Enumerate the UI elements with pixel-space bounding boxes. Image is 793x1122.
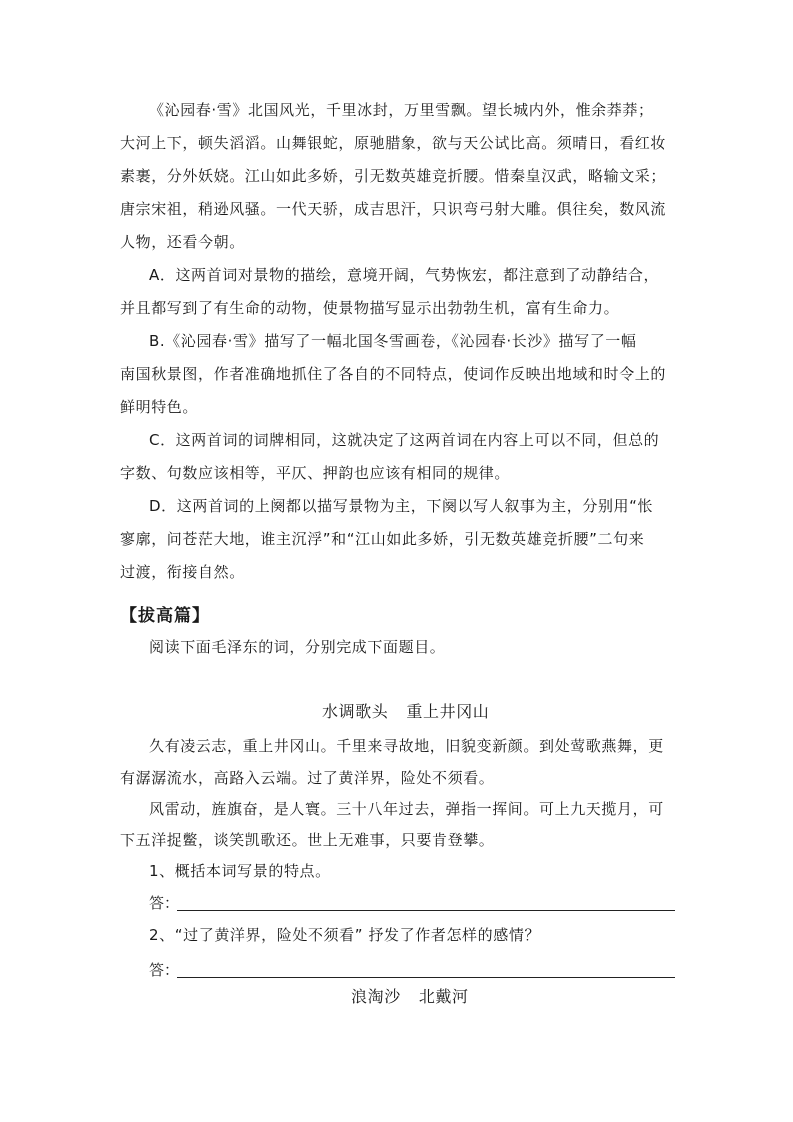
poem2-line-3: 风雷动，旌旗奋，是人寰。三十八年过去，弹指一挥间。可上九天揽月，可	[149, 800, 664, 818]
answer-row-1	[149, 893, 675, 913]
answer-line-2[interactable]	[177, 977, 675, 978]
option-d-line-1: D．这两首词的上阕都以描写景物为主，下阕以写人叙事为主，分别用“怅	[149, 497, 654, 515]
question-2: 2、“过了黄洋界，险处不须看” 抒发了作者怎样的感情？	[149, 926, 541, 944]
option-a-line-2: 并且都写到了有生命的动物，使景物描写显示出勃勃生机，富有生命力。	[120, 299, 620, 317]
option-b-line-1: B.《沁园春·雪》描写了一幅北国冬雪画卷，《沁园春·长沙》描写了一幅	[149, 332, 637, 350]
poem2-title-tune: 水调歌头	[322, 702, 389, 721]
answer-line-1[interactable]	[177, 910, 675, 911]
poem3-title-tune: 浪淘沙	[351, 987, 401, 1006]
question-1: 1、概括本词写景的特点。	[149, 862, 331, 880]
answer-row-2	[149, 960, 675, 980]
poem2-line-2: 有潺潺流水，高路入云端。过了黄洋界，险处不须看。	[120, 769, 495, 787]
poem-text-line-3: 素裹，分外妖娆。江山如此多娇，引无数英雄竞折腰。惜秦皇汉武，略输文采；	[120, 167, 667, 185]
option-d-line-2: 寥廓，问苍茫大地，谁主沉浮”和“江山如此多娇，引无数英雄竞折腰”二句来	[120, 530, 645, 548]
answer-label-1: 答：	[149, 894, 180, 912]
option-d-line-3: 过渡，衔接自然。	[120, 563, 245, 581]
section-heading: 【拔高篇】	[120, 606, 210, 626]
option-b-line-3: 鲜明特色。	[120, 398, 199, 416]
poem2-line-1: 久有凌云志，重上井冈山。千里来寻故地，旧貌变新颜。到处莺歌燕舞，更	[149, 737, 664, 755]
option-c-line-1: C．这两首词的词牌相同，这就决定了这两首词在内容上可以不同，但总的	[149, 431, 660, 449]
poem-text-line-4: 唐宗宋祖，稍逊风骚。一代天骄，成吉思汗，只识弯弓射大雕。俱往矣，数风流	[120, 200, 667, 218]
poem2-line-4: 下五洋捉鳖，谈笑凯歌还。世上无难事，只要肯登攀。	[120, 831, 495, 849]
option-c-line-2: 字数、句数应该相等，平仄、押韵也应该有相同的规律。	[120, 464, 511, 482]
poem2-title-subject: 重上井冈山	[406, 702, 490, 721]
option-b-line-2: 南国秋景图，作者准确地抓住了各自的不同特点，使词作反映出地域和时令上的	[120, 365, 667, 383]
option-a-line-1: A．这两首词对景物的描绘，意境开阔，气势恢宏，都注意到了动静结合，	[149, 266, 660, 284]
poem-text-line-2: 大河上下，顿失滔滔。山舞银蛇，原驰腊象，欲与天公试比高。须晴日，看红妆	[120, 134, 667, 152]
poem2-title	[322, 701, 489, 723]
poem-text-line-5: 人物，还看今朝。	[120, 233, 245, 251]
poem-text-line-1: 《沁园春·雪》北国风光，千里冰封，万里雪飘。望长城内外，惟余莽莽；	[149, 101, 654, 119]
poem3-title-subject: 北戴河	[418, 987, 469, 1006]
poem3-title	[351, 986, 469, 1008]
answer-label-2: 答：	[149, 961, 180, 979]
instruction-text: 阅读下面毛泽东的词，分别完成下面题目。	[149, 638, 446, 656]
